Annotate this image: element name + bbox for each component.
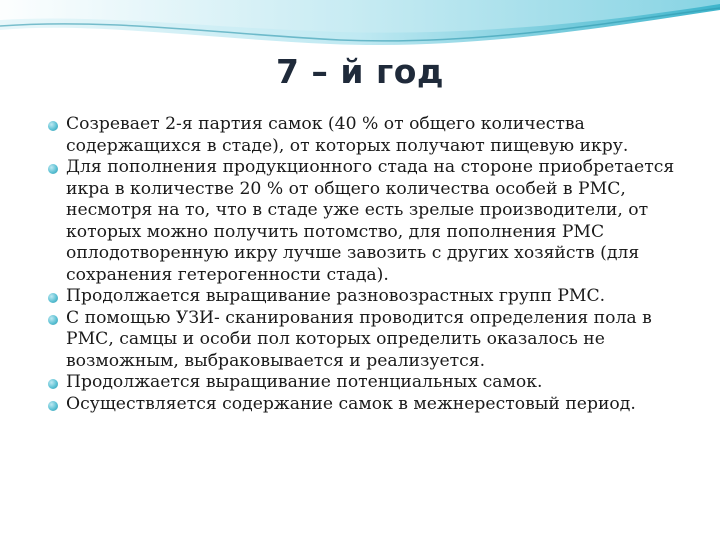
slide-title: 7 – й год xyxy=(275,52,445,91)
bullet-text: Для пополнения продукционного стада на стороне приобретается икра в количестве 20 % от общего количества особей в РМС, несмотря на то, что в стаде уже есть зрелые производители, от которых можно получить потомство, для пополнения РМС оплодотворенную икру лучше завозить с других хозяйств (для сохранения гетерогенности стада). xyxy=(66,157,675,285)
bullet-dot-icon xyxy=(48,379,58,389)
bullet-dot-icon xyxy=(48,315,58,325)
bullet-item xyxy=(48,157,698,286)
bullet-dot-icon xyxy=(48,164,58,174)
bullet-item xyxy=(48,114,698,157)
bullet-text: Продолжается выращивание разновозрастных групп РМС. xyxy=(66,286,606,306)
bullet-dot-icon xyxy=(48,293,58,303)
bullet-item xyxy=(48,372,698,394)
bullet-text: Созревает 2-я партия самок (40 % от общего количества содержащихся в стаде), от которых получают пищевую икру. xyxy=(66,114,629,156)
bullet-item xyxy=(48,286,698,308)
bullet-list xyxy=(48,114,698,415)
bullet-dot-icon xyxy=(48,401,58,411)
bullet-dot-icon xyxy=(48,121,58,131)
decorative-wave-header xyxy=(0,0,720,60)
bullet-text: С помощью УЗИ- сканирования проводится определения пола в РМС, самцы и особи пол которых определить оказалось не возможным, выбраковывается и реализуется. xyxy=(66,307,652,371)
bullet-text: Продолжается выращивание потенциальных самок. xyxy=(66,372,543,392)
bullet-item xyxy=(48,394,698,416)
bullet-text: Осуществляется содержание самок в межнерестовый период. xyxy=(66,393,636,414)
bullet-item xyxy=(48,308,698,373)
